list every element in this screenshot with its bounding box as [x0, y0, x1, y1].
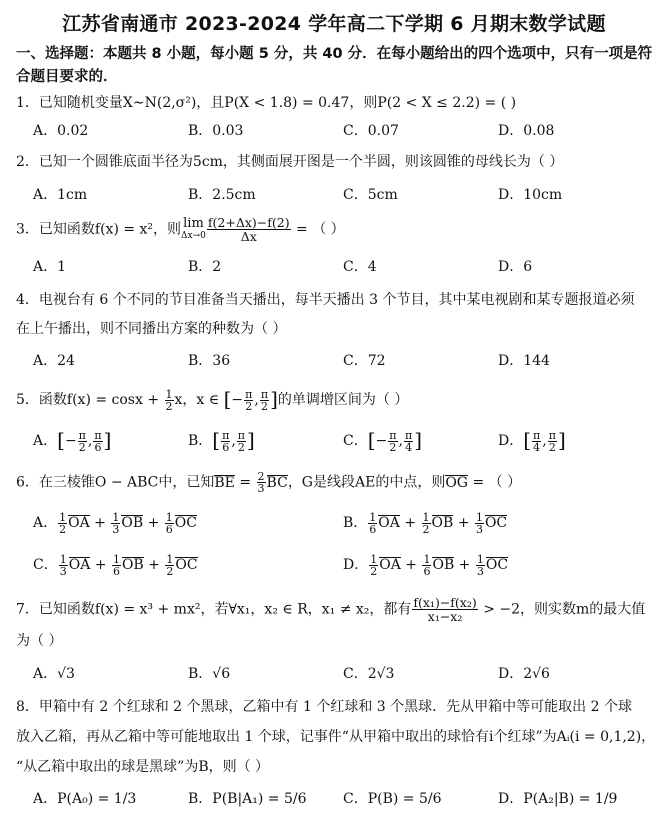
q8-option-d: D．P(A₂|B) = 1/9 — [498, 791, 618, 807]
q3-fraction-denominator: Δx — [240, 229, 257, 244]
q7-fraction: $\frac{\text{f(x₁)−f(x₂)}}{\text{x₁−x₂}}$ — [413, 595, 477, 624]
q3-option-b: B．2 — [188, 259, 222, 275]
question-4-options — [0, 348, 668, 378]
question-5-options — [0, 427, 668, 457]
q2-option-d: D．10cm — [498, 187, 563, 203]
q2-option-b: B．2.5cm — [188, 187, 256, 203]
q7-option-a: A．√3 — [33, 666, 75, 682]
q5-option-c: C．[− $\frac{\pi}{2}$ , $\frac{\pi}{4}$ ] — [343, 428, 422, 454]
question-3-stem — [16, 216, 345, 243]
q3-stem-suffix: = （ ） — [291, 221, 345, 238]
q1-option-a: A．0.02 — [33, 123, 89, 139]
question-8-stem-line-3: “从乙箱中取出的球是黑球”为B，则（ ） — [16, 759, 270, 775]
q5-option-b: B．[ $\frac{\pi}{6}$ , $\frac{\pi}{2}$ ] — [188, 428, 255, 454]
vector-og: OG — [445, 474, 468, 491]
question-7-stem-line-1: 7．已知函数f(x) = x³ + mx²，若∀x₁，x₂ ∈ R，x₁ ≠ x₂，都有 $\frac{\text{f(x₁)−f(x₂)}}{\text{x₁−x₂}}$ > −2，则实数m的最大值 — [16, 595, 646, 624]
question-4-stem-line-1: 4．电视台有 6 个不同的节目准备当天播出，每半天播出 3 个节目，其中某电视剧和某专题报道必须 — [16, 292, 635, 308]
question-2-stem: 2．已知一个圆锥底面半径为5cm，其侧面展开图是一个半圆，则该圆锥的母线长为（ ） — [16, 154, 564, 170]
q1-option-c: C．0.07 — [343, 123, 399, 139]
q3-fraction-numerator: f(2+Δx)−f(2) — [207, 215, 290, 230]
q3-limit-sub: Δx→0 — [181, 230, 206, 241]
q7-option-c: C．2√3 — [343, 666, 395, 682]
q7-option-d: D．2√6 — [498, 666, 550, 682]
q3-limit — [181, 215, 206, 242]
vector-be: BE — [214, 474, 235, 491]
question-2-options — [0, 182, 668, 212]
q6-option-c: C． $\frac{1}{3}$ OA + $\frac{1}{6}$ OB + $\frac{1}{2}$ OC — [33, 552, 198, 578]
q4-option-b: B．36 — [188, 353, 231, 369]
question-8-stem-line-1: 8．甲箱中有 2 个红球和 2 个黑球，乙箱中有 1 个红球和 3 个黑球．先从甲箱中等可能取出 2 个球 — [16, 699, 632, 715]
q5-stem-prefix: 5．函数f(x) = cosx + — [16, 392, 164, 408]
q3-fraction — [207, 216, 291, 243]
q1-option-d: D．0.08 — [498, 123, 555, 139]
q4-option-c: C．72 — [343, 353, 386, 369]
q4-option-d: D．144 — [498, 353, 550, 369]
q5-stem-mid: x，x ∈ — [174, 392, 224, 408]
vector-bc: BC — [266, 474, 288, 491]
question-3-options — [0, 254, 668, 284]
q8-option-a: A．P(A₀) = 1/3 — [33, 791, 137, 807]
q5-fraction-half: $\frac{1}{2}$ — [165, 387, 173, 413]
question-6-stem: 6．在三棱锥O − ABC中，已知BE = $\frac{2}{3}$ BC，G是线段AE的中点，则OG = （ ） — [16, 470, 522, 495]
question-5-stem: 5．函数f(x) = cosx + $\frac{1}{2}$ x，x ∈ [− $\frac{\pi}{2}$ , $\frac{\pi}{2}$ ]的单调增区间为（ ） — [16, 387, 409, 413]
q2-option-c: C．5cm — [343, 187, 398, 203]
question-1-stem: 1．已知随机变量X∼N(2,σ²)，且P(X < 1.8) = 0.47，则P(2 < X ≤ 2.2) = ( ) — [16, 95, 517, 111]
q1-option-b: B．0.03 — [188, 123, 244, 139]
q6-option-d: D． $\frac{1}{2}$ OA + $\frac{1}{6}$ OB + $\frac{1}{3}$ OC — [343, 552, 509, 578]
section-heading: 一、选择题：本题共 8 小题，每小题 5 分，共 40 分．在每小题给出的四个选项中，只有一项是符合题目要求的． — [16, 46, 653, 85]
q3-option-a: A．1 — [33, 259, 67, 275]
q4-option-a: A．24 — [33, 353, 75, 369]
q6-option-a: A． $\frac{1}{2}$ OA + $\frac{1}{3}$ OB + $\frac{1}{6}$ OC — [33, 510, 197, 536]
question-8-stem-line-2: 放入乙箱，再从乙箱中等可能地取出 1 个球，记事件“从甲箱中取出的球恰有i个红球”为Aᵢ(i = 0,1,2)， — [16, 729, 656, 745]
q5-option-a: A．[− $\frac{\pi}{2}$ , $\frac{\pi}{6}$ ] — [33, 428, 112, 454]
q3-stem-prefix: 3．已知函数f(x) = x²，则 — [16, 221, 182, 238]
question-7-stem-line-2: 为（ ） — [16, 633, 63, 649]
q2-option-a: A．1cm — [33, 187, 88, 203]
q3-option-d: D．6 — [498, 259, 533, 275]
q6-option-b: B． $\frac{1}{6}$ OA + $\frac{1}{2}$ OB + $\frac{1}{3}$ OC — [343, 510, 508, 536]
q7-option-b: B．√6 — [188, 666, 231, 682]
page-title: 江苏省南通市 2023-2024 学年高二下学期 6 月期末数学试题 — [62, 13, 606, 35]
q3-option-c: C．4 — [343, 259, 377, 275]
q8-option-c: C．P(B) = 5/6 — [343, 791, 442, 807]
question-1-options — [0, 118, 668, 148]
question-6-options-row-2 — [0, 552, 668, 582]
question-4-stem-line-2: 在上午播出，则不同播出方案的种数为（ ） — [16, 321, 287, 337]
q3-limit-lim: lim — [183, 215, 204, 231]
q5-option-d: D．[ $\frac{\pi}{4}$ , $\frac{\pi}{2}$ ] — [498, 428, 566, 454]
question-6-options-row-1 — [0, 510, 668, 540]
q8-option-b: B．P(B|A₁) = 5/6 — [188, 791, 307, 807]
question-7-options — [0, 661, 668, 691]
q5-stem-suffix: 的单调增区间为（ ） — [277, 392, 409, 408]
